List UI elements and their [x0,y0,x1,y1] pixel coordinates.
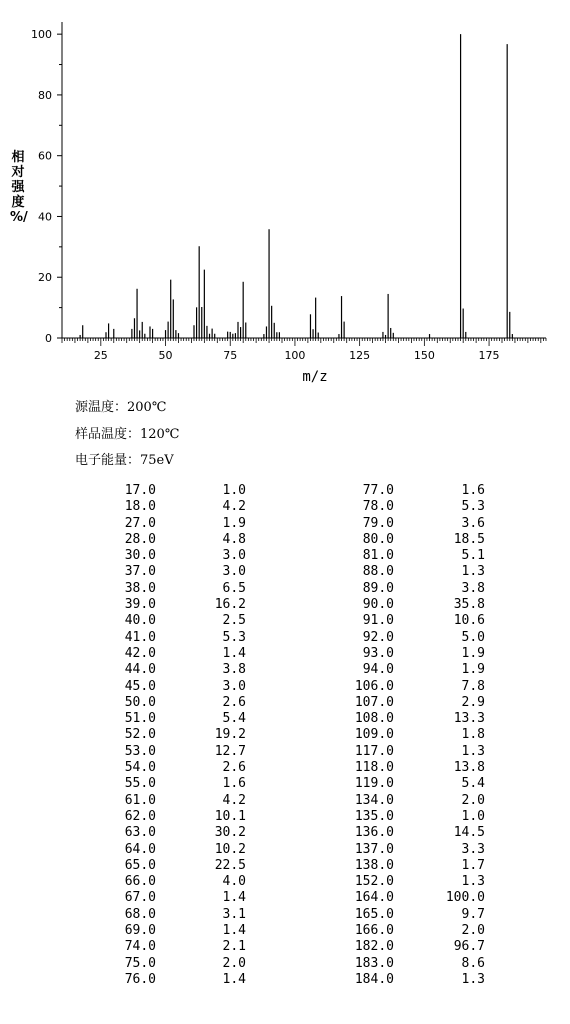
intensity-cell: 16.2 [214,597,246,613]
table-row [96,842,485,858]
mz-cell: 88.0 [362,564,394,580]
mz-cell: 55.0 [124,776,156,792]
intensity-cell: 2.6 [222,760,246,776]
intensity-cell: 4.8 [222,531,246,547]
intensity-cell: 3.0 [222,678,246,694]
intensity-cell: 1.4 [222,890,246,906]
mz-cell: 90.0 [362,597,394,613]
table-row [96,744,485,760]
mz-cell: 166.0 [354,923,394,939]
x-tick-label: 25 [93,349,108,362]
y-tick-label: 0 [45,332,52,345]
intensity-cell: 13.3 [453,711,485,727]
intensity-cell: 1.0 [461,808,485,824]
x-tick-label: 50 [158,349,173,362]
mz-cell: 92.0 [362,629,394,645]
table-row [96,776,485,792]
mass-spectrum-chart [0,0,570,390]
x-tick-label: 75 [223,349,238,362]
mz-cell: 77.0 [362,483,394,498]
mz-cell: 94.0 [362,662,394,678]
intensity-cell: 4.0 [222,874,246,890]
y-axis-label-char: 度 [11,195,25,210]
intensity-cell: 3.8 [461,580,485,596]
intensity-cell: 2.0 [222,955,246,971]
intensity-cell: 2.9 [461,694,485,710]
y-axis-label-char: 对 [11,165,25,180]
table-row [96,890,485,906]
mz-cell: 74.0 [124,939,156,955]
table-row [96,972,485,988]
mz-cell: 80.0 [362,531,394,547]
y-tick-label: 40 [38,210,52,224]
intensity-cell: 3.6 [461,515,485,531]
intensity-cell: 1.6 [461,483,485,498]
table-row [96,956,485,972]
x-tick-label: 175 [478,349,500,362]
y-axis-label [10,150,26,225]
y-axis-label-char: 强 [11,180,25,195]
electron-energy: 电子能量：75eV [75,453,174,468]
intensity-cell: 2.6 [222,694,246,710]
intensity-cell: 1.3 [461,743,485,759]
mz-cell: 53.0 [124,743,156,759]
mz-cell: 67.0 [124,890,156,906]
intensity-cell: 5.4 [222,711,246,727]
table-row [96,679,485,695]
peak-table [96,483,485,988]
mz-cell: 51.0 [124,711,156,727]
table-row [96,809,485,825]
intensity-cell: 6.5 [222,580,246,596]
x-tick-label: 150 [413,349,435,362]
intensity-cell: 7.8 [461,678,485,694]
intensity-cell: 5.3 [222,629,246,645]
intensity-cell: 3.1 [222,906,246,922]
y-tick-label: 60 [38,149,52,163]
intensity-cell: 12.7 [214,743,246,759]
mz-cell: 109.0 [354,727,394,743]
intensity-cell: 2.0 [461,923,485,939]
sample-temperature: 样品温度：120℃ [75,427,180,442]
intensity-cell: 30.2 [214,825,246,841]
table-row [96,923,485,939]
mz-cell: 79.0 [362,515,394,531]
table-row [96,499,485,515]
mz-cell: 183.0 [354,955,394,971]
mz-cell: 119.0 [354,776,394,792]
mz-cell: 68.0 [124,906,156,922]
table-row [96,564,485,580]
mz-cell: 164.0 [354,890,394,906]
mz-cell: 89.0 [362,580,394,596]
table-row [96,695,485,711]
mz-cell: 40.0 [124,613,156,629]
table-row [96,760,485,776]
mz-cell: 69.0 [124,923,156,939]
mz-cell: 152.0 [354,874,394,890]
mz-cell: 81.0 [362,548,394,564]
intensity-cell: 18.5 [453,531,485,547]
x-tick-label: 100 [284,349,306,362]
mz-cell: 27.0 [124,515,156,531]
mz-cell: 62.0 [124,808,156,824]
intensity-cell: 4.2 [222,792,246,808]
intensity-cell: 3.8 [222,662,246,678]
y-axis-label-char: %/ [10,210,28,225]
intensity-cell: 3.0 [222,564,246,580]
table-row [96,825,485,841]
mz-cell: 18.0 [124,499,156,515]
table-row [96,939,485,955]
intensity-cell: 14.5 [453,825,485,841]
mz-cell: 108.0 [354,711,394,727]
intensity-cell: 8.6 [461,955,485,971]
table-row [96,532,485,548]
mz-cell: 134.0 [354,792,394,808]
intensity-cell: 5.1 [461,548,485,564]
intensity-cell: 10.6 [453,613,485,629]
intensity-cell: 22.5 [214,857,246,873]
mz-cell: 182.0 [354,939,394,955]
table-row [96,793,485,809]
intensity-cell: 1.4 [222,645,246,661]
table-row [96,858,485,874]
mz-cell: 117.0 [354,743,394,759]
intensity-cell: 1.0 [222,483,246,498]
source-temperature: 源温度：200℃ [75,400,167,415]
table-row [96,646,485,662]
y-tick-label: 100 [31,28,52,42]
intensity-cell: 10.2 [214,841,246,857]
intensity-cell: 1.8 [461,727,485,743]
mz-cell: 30.0 [124,548,156,564]
intensity-cell: 9.7 [461,906,485,922]
intensity-cell: 3.3 [461,841,485,857]
mz-cell: 28.0 [124,531,156,547]
mz-cell: 93.0 [362,645,394,661]
chart-axes [31,22,546,362]
mz-cell: 66.0 [124,874,156,890]
mz-cell: 37.0 [124,564,156,580]
intensity-cell: 4.2 [222,499,246,515]
intensity-cell: 10.1 [214,808,246,824]
mz-cell: 138.0 [354,857,394,873]
mz-cell: 61.0 [124,792,156,808]
intensity-cell: 3.0 [222,548,246,564]
mz-cell: 165.0 [354,906,394,922]
table-row [96,483,485,499]
mz-cell: 39.0 [124,597,156,613]
table-row [96,597,485,613]
mz-cell: 118.0 [354,760,394,776]
table-row [96,907,485,923]
intensity-cell: 1.3 [461,971,485,987]
mz-cell: 65.0 [124,857,156,873]
mz-cell: 38.0 [124,580,156,596]
intensity-cell: 100.0 [445,890,485,906]
intensity-cell: 5.4 [461,776,485,792]
table-row [96,662,485,678]
mz-cell: 137.0 [354,841,394,857]
intensity-cell: 1.3 [461,874,485,890]
intensity-cell: 2.1 [222,939,246,955]
table-row [96,581,485,597]
intensity-cell: 1.9 [222,515,246,531]
intensity-cell: 1.6 [222,776,246,792]
mz-cell: 184.0 [354,971,394,987]
intensity-cell: 1.4 [222,923,246,939]
x-tick-label: 125 [349,349,371,362]
intensity-cell: 2.0 [461,792,485,808]
mz-cell: 44.0 [124,662,156,678]
mz-cell: 42.0 [124,645,156,661]
mz-cell: 135.0 [354,808,394,824]
intensity-cell: 19.2 [214,727,246,743]
intensity-cell: 35.8 [453,597,485,613]
mz-cell: 107.0 [354,694,394,710]
table-row [96,874,485,890]
mz-cell: 63.0 [124,825,156,841]
intensity-cell: 1.9 [461,662,485,678]
table-row [96,711,485,727]
table-row [96,727,485,743]
mz-cell: 64.0 [124,841,156,857]
intensity-cell: 96.7 [453,939,485,955]
mz-cell: 41.0 [124,629,156,645]
mz-cell: 54.0 [124,760,156,776]
x-axis-label: m/z [302,369,328,385]
mz-cell: 17.0 [124,483,156,498]
y-tick-label: 20 [38,271,52,285]
table-row [96,630,485,646]
peak-table-body [96,483,485,988]
mz-cell: 50.0 [124,694,156,710]
mz-cell: 52.0 [124,727,156,743]
mz-cell: 75.0 [124,955,156,971]
y-tick-label: 80 [38,88,52,102]
table-row [96,613,485,629]
intensity-cell: 2.5 [222,613,246,629]
intensity-cell: 1.7 [461,857,485,873]
mz-cell: 76.0 [124,971,156,987]
intensity-cell: 1.9 [461,645,485,661]
mz-cell: 91.0 [362,613,394,629]
intensity-cell: 1.3 [461,564,485,580]
mz-cell: 45.0 [124,678,156,694]
intensity-cell: 5.3 [461,499,485,515]
table-row [96,548,485,564]
mz-cell: 106.0 [354,678,394,694]
table-row [96,516,485,532]
mz-cell: 136.0 [354,825,394,841]
intensity-cell: 5.0 [461,629,485,645]
intensity-cell: 13.8 [453,760,485,776]
chart-peaks [80,34,512,338]
intensity-cell: 1.4 [222,971,246,987]
mz-cell: 78.0 [362,499,394,515]
y-axis-label-char: 相 [11,150,25,165]
